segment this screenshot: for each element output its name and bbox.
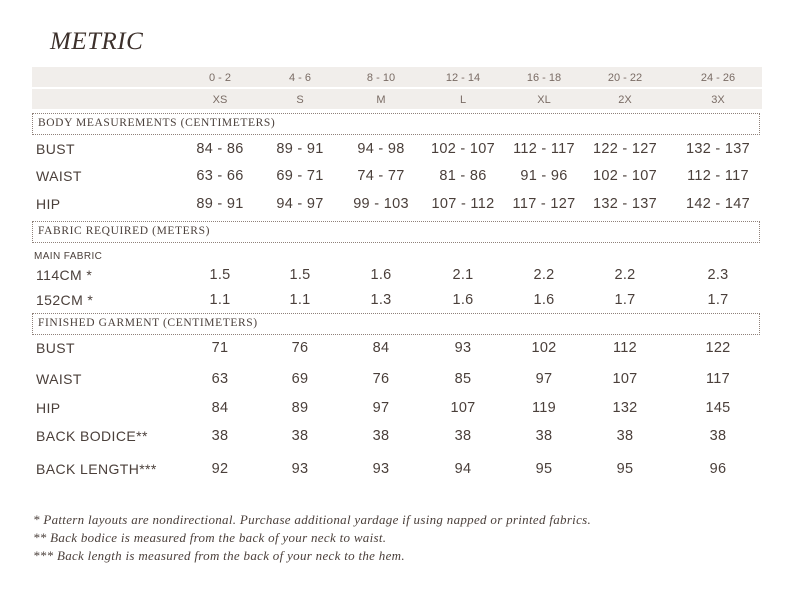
measurement-cell: 89 - 91 bbox=[276, 141, 324, 157]
measurement-cell: 63 bbox=[211, 371, 229, 387]
measurement-cell: 117 bbox=[705, 371, 731, 387]
measurement-cell: 1.1 bbox=[289, 292, 311, 308]
measurement-cell: 102 - 107 bbox=[593, 168, 657, 184]
size-range: 0 - 2 bbox=[208, 72, 232, 84]
measurement-cell: 84 bbox=[211, 400, 229, 416]
measurement-cell: 94 - 98 bbox=[357, 141, 405, 157]
measurement-cell: 74 - 77 bbox=[357, 168, 405, 184]
measurement-cell: 94 - 97 bbox=[276, 196, 324, 212]
measurement-cell: 102 - 107 bbox=[431, 141, 495, 157]
measurement-cell: 63 - 66 bbox=[196, 168, 244, 184]
measurement-cell: 119 bbox=[531, 400, 557, 416]
measurement-cell: 1.6 bbox=[370, 267, 392, 283]
measurement-cell: 89 bbox=[291, 400, 309, 416]
measurement-cell: 132 - 137 bbox=[593, 196, 657, 212]
measurement-cell: 122 bbox=[705, 340, 731, 356]
measurement-cell: 112 - 117 bbox=[513, 141, 575, 157]
row-label: BUST bbox=[36, 141, 75, 157]
measurement-cell: 84 - 86 bbox=[196, 141, 244, 157]
size-label: 3X bbox=[711, 94, 725, 106]
fabric-sublabel: MAIN FABRIC bbox=[34, 251, 103, 262]
measurement-cell: 1.7 bbox=[614, 292, 636, 308]
measurement-cell: 1.6 bbox=[452, 292, 474, 308]
measurement-cell: 99 - 103 bbox=[353, 196, 409, 212]
size-range: 20 - 22 bbox=[607, 72, 643, 84]
size-label-header bbox=[32, 89, 762, 109]
row-label: HIP bbox=[36, 400, 61, 416]
measurement-cell: 132 - 137 bbox=[686, 141, 750, 157]
row-label: BUST bbox=[36, 340, 75, 356]
measurement-cell: 1.3 bbox=[370, 292, 392, 308]
measurement-cell: 95 bbox=[616, 461, 634, 477]
measurement-cell: 84 bbox=[372, 340, 390, 356]
size-range: 8 - 10 bbox=[366, 72, 396, 84]
page-title: METRIC bbox=[50, 28, 144, 55]
row-label: BACK BODICE** bbox=[36, 428, 148, 444]
measurement-cell: 2.1 bbox=[452, 267, 474, 283]
measurement-cell: 76 bbox=[372, 371, 390, 387]
row-label: 152CM * bbox=[36, 292, 94, 308]
section-title: FINISHED GARMENT (CENTIMETERS) bbox=[38, 317, 258, 329]
measurement-cell: 1.1 bbox=[209, 292, 231, 308]
size-label: XS bbox=[212, 94, 228, 106]
measurement-cell: 1.5 bbox=[289, 267, 311, 283]
measurement-cell: 76 bbox=[291, 340, 309, 356]
measurement-cell: 2.2 bbox=[614, 267, 636, 283]
measurement-cell: 97 bbox=[372, 400, 390, 416]
measurement-cell: 81 - 86 bbox=[439, 168, 487, 184]
measurement-cell: 38 bbox=[616, 428, 634, 444]
measurement-cell: 94 bbox=[454, 461, 472, 477]
footnote: * Pattern layouts are nondirectional. Purchase additional yardage if using napped or printed fabrics. bbox=[33, 512, 592, 527]
measurement-cell: 107 - 112 bbox=[431, 196, 495, 212]
measurement-cell: 102 bbox=[531, 340, 557, 356]
measurement-cell: 38 bbox=[372, 428, 390, 444]
measurement-cell: 1.5 bbox=[209, 267, 231, 283]
size-label: L bbox=[459, 94, 467, 106]
size-label: XL bbox=[537, 94, 551, 106]
measurement-cell: 2.3 bbox=[707, 267, 729, 283]
measurement-cell: 107 bbox=[612, 371, 638, 387]
measurement-cell: 38 bbox=[211, 428, 229, 444]
size-label: M bbox=[376, 94, 386, 106]
section-fabric-required bbox=[32, 221, 760, 243]
measurement-cell: 91 - 96 bbox=[520, 168, 568, 184]
size-label: 2X bbox=[618, 94, 632, 106]
size-label: S bbox=[296, 94, 304, 106]
row-label: WAIST bbox=[36, 371, 82, 387]
section-finished-garment bbox=[32, 313, 760, 335]
measurement-cell: 93 bbox=[454, 340, 472, 356]
row-label: 114CM * bbox=[36, 267, 93, 283]
measurement-cell: 92 bbox=[211, 461, 229, 477]
measurement-cell: 38 bbox=[291, 428, 309, 444]
measurement-cell: 38 bbox=[535, 428, 553, 444]
size-range: 12 - 14 bbox=[445, 72, 481, 84]
measurement-cell: 85 bbox=[454, 371, 472, 387]
measurement-cell: 93 bbox=[291, 461, 309, 477]
measurement-cell: 71 bbox=[211, 340, 229, 356]
measurement-cell: 112 bbox=[612, 340, 638, 356]
size-range: 4 - 6 bbox=[288, 72, 312, 84]
section-title: FABRIC REQUIRED (METERS) bbox=[38, 225, 210, 237]
measurement-cell: 96 bbox=[709, 461, 727, 477]
size-range: 16 - 18 bbox=[526, 72, 562, 84]
size-range: 24 - 26 bbox=[700, 72, 736, 84]
measurement-cell: 89 - 91 bbox=[196, 196, 244, 212]
row-label: WAIST bbox=[36, 168, 82, 184]
measurement-cell: 38 bbox=[454, 428, 472, 444]
measurement-cell: 1.7 bbox=[707, 292, 729, 308]
measurement-cell: 142 - 147 bbox=[686, 196, 750, 212]
measurement-cell: 38 bbox=[709, 428, 727, 444]
row-label: HIP bbox=[36, 196, 61, 212]
size-range-header bbox=[32, 67, 762, 87]
measurement-cell: 69 - 71 bbox=[276, 168, 324, 184]
measurement-cell: 112 - 117 bbox=[687, 168, 749, 184]
measurement-cell: 122 - 127 bbox=[593, 141, 657, 157]
footnote: *** Back length is measured from the back of your neck to the hem. bbox=[33, 548, 405, 563]
measurement-cell: 93 bbox=[372, 461, 390, 477]
measurement-cell: 97 bbox=[535, 371, 553, 387]
measurement-cell: 107 bbox=[450, 400, 476, 416]
section-title: BODY MEASUREMENTS (CENTIMETERS) bbox=[38, 117, 276, 129]
measurement-cell: 95 bbox=[535, 461, 553, 477]
section-body-measurements bbox=[32, 113, 760, 135]
measurement-cell: 1.6 bbox=[533, 292, 555, 308]
measurement-cell: 117 - 127 bbox=[512, 196, 576, 212]
measurement-cell: 132 bbox=[612, 400, 638, 416]
measurement-cell: 145 bbox=[705, 400, 731, 416]
measurement-cell: 2.2 bbox=[533, 267, 555, 283]
row-label: BACK LENGTH*** bbox=[36, 461, 157, 477]
footnote: ** Back bodice is measured from the back of your neck to waist. bbox=[33, 530, 387, 545]
measurement-cell: 69 bbox=[291, 371, 309, 387]
